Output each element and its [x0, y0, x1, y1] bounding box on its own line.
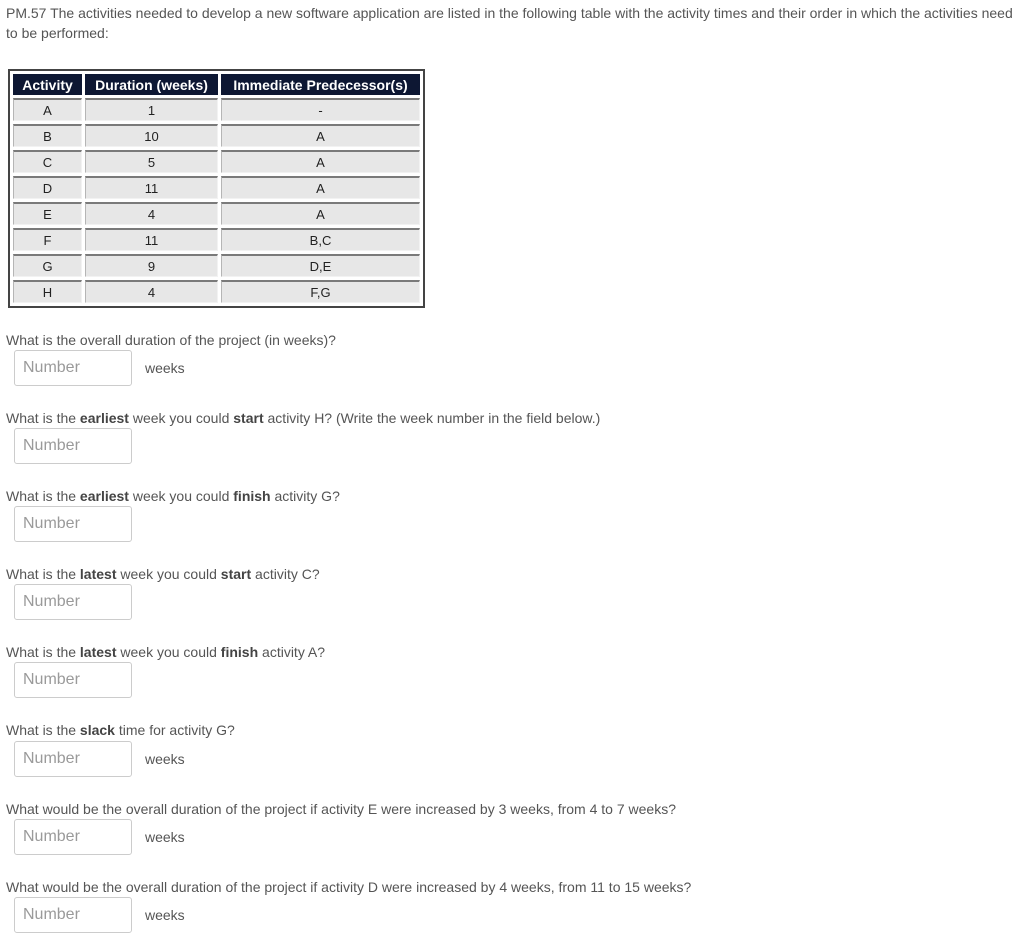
table-row: [13, 280, 420, 303]
predecessor-cell: -: [221, 98, 420, 121]
latest-start-c-input[interactable]: [14, 584, 132, 620]
table-row: [13, 176, 420, 199]
table-row: [13, 202, 420, 225]
activity-cell: E: [13, 202, 82, 225]
table-row: [13, 150, 420, 173]
question-5-text: What is the latest week you could finish activity A?: [6, 644, 326, 660]
duration-cell: 4: [85, 280, 218, 303]
problem-intro: PM.57 The activities needed to develop a new software application are listed in the following table with the activity times and their order in which the activities need to be performed:: [6, 5, 1013, 41]
activity-table: [8, 69, 425, 308]
activity-cell: D: [13, 176, 82, 199]
duration-cell: 11: [85, 228, 218, 251]
unit-label: weeks: [145, 751, 185, 767]
question-7-text: What would be the overall duration of the project if activity E were increased by 3 weeks, from 4 to 7 weeks?: [6, 801, 676, 817]
duration-cell: 9: [85, 254, 218, 277]
column-header-duration: Duration (weeks): [85, 74, 218, 95]
table-row: [13, 254, 420, 277]
activity-cell: C: [13, 150, 82, 173]
latest-finish-a-input[interactable]: [14, 662, 132, 698]
activity-cell: G: [13, 254, 82, 277]
predecessor-cell: F,G: [221, 280, 420, 303]
table-header-row: [13, 74, 420, 95]
table-row: [13, 124, 420, 147]
column-header-activity: Activity: [13, 74, 82, 95]
slack-g-input[interactable]: [14, 741, 132, 777]
table-row: [13, 98, 420, 121]
activity-cell: A: [13, 98, 82, 121]
duration-cell: 1: [85, 98, 218, 121]
question-3-text: What is the earliest week you could finish activity G?: [6, 488, 340, 504]
duration-cell: 11: [85, 176, 218, 199]
question-6-text: What is the slack time for activity G?: [6, 722, 235, 738]
activity-cell: B: [13, 124, 82, 147]
earliest-finish-g-input[interactable]: [14, 506, 132, 542]
activity-cell: F: [13, 228, 82, 251]
predecessor-cell: B,C: [221, 228, 420, 251]
activity-cell: H: [13, 280, 82, 303]
duration-cell: 4: [85, 202, 218, 225]
column-header-predecessors: Immediate Predecessor(s): [221, 74, 420, 95]
question-2-text: What is the earliest week you could start activity H? (Write the week number in the field below.): [6, 410, 601, 426]
duration-d-increased-input[interactable]: [14, 897, 132, 933]
duration-cell: 10: [85, 124, 218, 147]
unit-label: weeks: [145, 360, 185, 376]
predecessor-cell: A: [221, 176, 420, 199]
predecessor-cell: A: [221, 150, 420, 173]
duration-cell: 5: [85, 150, 218, 173]
table-row: [13, 228, 420, 251]
project-duration-input[interactable]: [14, 350, 132, 386]
earliest-start-h-input[interactable]: [14, 428, 132, 464]
question-8-text: What would be the overall duration of the project if activity D were increased by 4 weeks, from 11 to 15 weeks?: [6, 879, 692, 895]
predecessor-cell: D,E: [221, 254, 420, 277]
unit-label: weeks: [145, 907, 185, 923]
predecessor-cell: A: [221, 202, 420, 225]
duration-e-increased-input[interactable]: [14, 819, 132, 855]
question-1-text: What is the overall duration of the project (in weeks)?: [6, 332, 336, 348]
question-4-text: What is the latest week you could start activity C?: [6, 566, 320, 582]
unit-label: weeks: [145, 829, 185, 845]
predecessor-cell: A: [221, 124, 420, 147]
